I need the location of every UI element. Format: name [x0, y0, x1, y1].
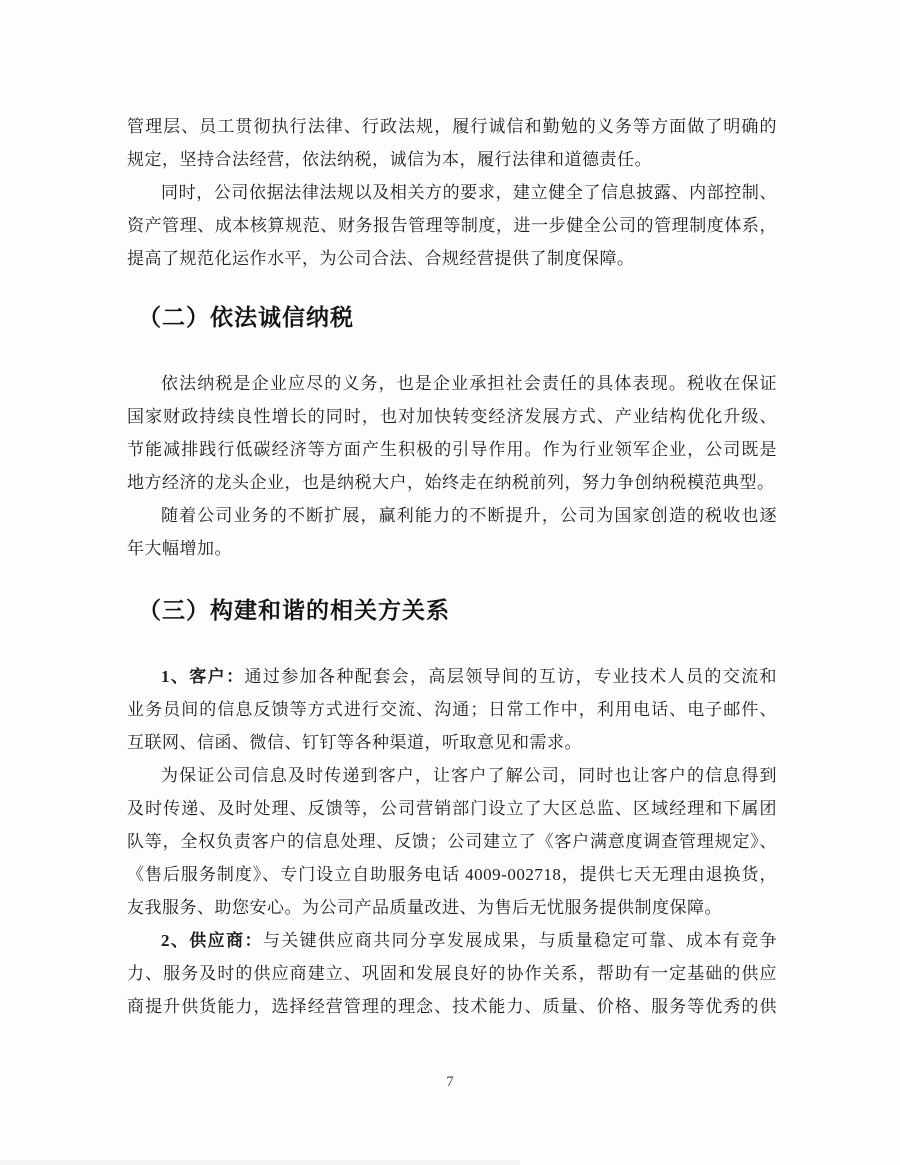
section-heading-stakeholders: （三）构建和谐的相关方关系: [138, 597, 450, 623]
text-line: 规定，坚持合法经营，依法纳税，诚信为本，履行法律和道德责任。: [127, 150, 652, 169]
text-line: 业务员间的信息反馈等方式进行交流、沟通；日常工作中，利用电话、电子邮件、: [127, 700, 777, 719]
text-line: 地方经济的龙头企业，也是纳税大户，始终走在纳税前列，努力争创纳税模范典型。: [127, 473, 775, 492]
text-line: 同时，公司依据法律法规以及相关方的要求，建立健全了信息披露、内部控制、: [161, 183, 777, 202]
paragraph-suppliers: [127, 924, 777, 1023]
paragraph-customers: [127, 660, 777, 759]
text-run: 与关键供应商共同分享发展成果，与质量稳定可靠、成本有竞争: [262, 931, 778, 950]
text-run: 通过参加各种配套会，高层领导间的互访，专业技术人员的交流和: [244, 667, 778, 686]
paragraph-tax-1: [127, 367, 777, 499]
paragraph-customer-service: [127, 759, 777, 924]
text-line: 节能减排践行低碳经济等方面产生积极的引导作用。作为行业领军企业，公司既是: [127, 440, 777, 459]
text-line: 及时传递、及时处理、反馈等，公司营销部门设立了大区总监、区域经理和下属团: [127, 799, 777, 818]
text-line: 依法纳税是企业应尽的义务，也是企业承担社会责任的具体表现。税收在保证: [161, 374, 777, 393]
section-heading-tax: （二）依法诚信纳税: [138, 304, 354, 330]
text-line: [127, 660, 777, 693]
page-number: 7: [446, 1074, 454, 1090]
text-line: 管理层、员工贯彻执行法律、行政法规，履行诚信和勤勉的义务等方面做了明确的: [127, 117, 777, 136]
list-item-label: 2、供应商：: [161, 931, 263, 950]
text-line: [127, 924, 777, 957]
text-line: 资产管理、成本核算规范、财务报告管理等制度，进一步健全公司的管理制度体系，: [127, 216, 777, 235]
scan-artifact-strip: [0, 1160, 520, 1165]
text-line: 力、服务及时的供应商建立、巩固和发展良好的协作关系，帮助有一定基础的供应: [127, 964, 777, 983]
text-line: 国家财政持续良性增长的同时，也对加快转变经济发展方式、产业结构优化升级、: [127, 407, 777, 426]
list-item-label: 1、客户：: [161, 667, 245, 686]
paragraph-governance: [127, 176, 777, 275]
text-line: 队等，全权负责客户的信息处理、反馈；公司建立了《客户满意度调查管理规定》、: [127, 832, 777, 851]
text-line: 商提升供货能力，选择经营管理的理念、技术能力、质量、价格、服务等优秀的供: [127, 997, 777, 1016]
text-line: 提高了规范化运作水平，为公司合法、合规经营提供了制度保障。: [127, 249, 635, 268]
text-line: 《售后服务制度》、专门设立自助服务电话 4009-002718，提供七天无理由退换货，: [127, 865, 777, 884]
paragraph-continuation: [127, 110, 777, 176]
paragraph-tax-2: [127, 499, 777, 565]
text-line: 友我服务、助您安心。为公司产品质量改进、为售后无忧服务提供制度保障。: [127, 898, 722, 917]
text-line: 随着公司业务的不断扩展，赢利能力的不断提升，公司为国家创造的税收也逐: [161, 506, 777, 525]
text-line: 年大幅增加。: [127, 539, 232, 558]
text-line: 互联网、信函、微信、钉钉等各种渠道，听取意见和需求。: [127, 733, 582, 752]
document-text-block: [127, 110, 777, 1023]
text-line: 为保证公司信息及时传递到客户，让客户了解公司，同时也让客户的信息得到: [161, 766, 777, 785]
